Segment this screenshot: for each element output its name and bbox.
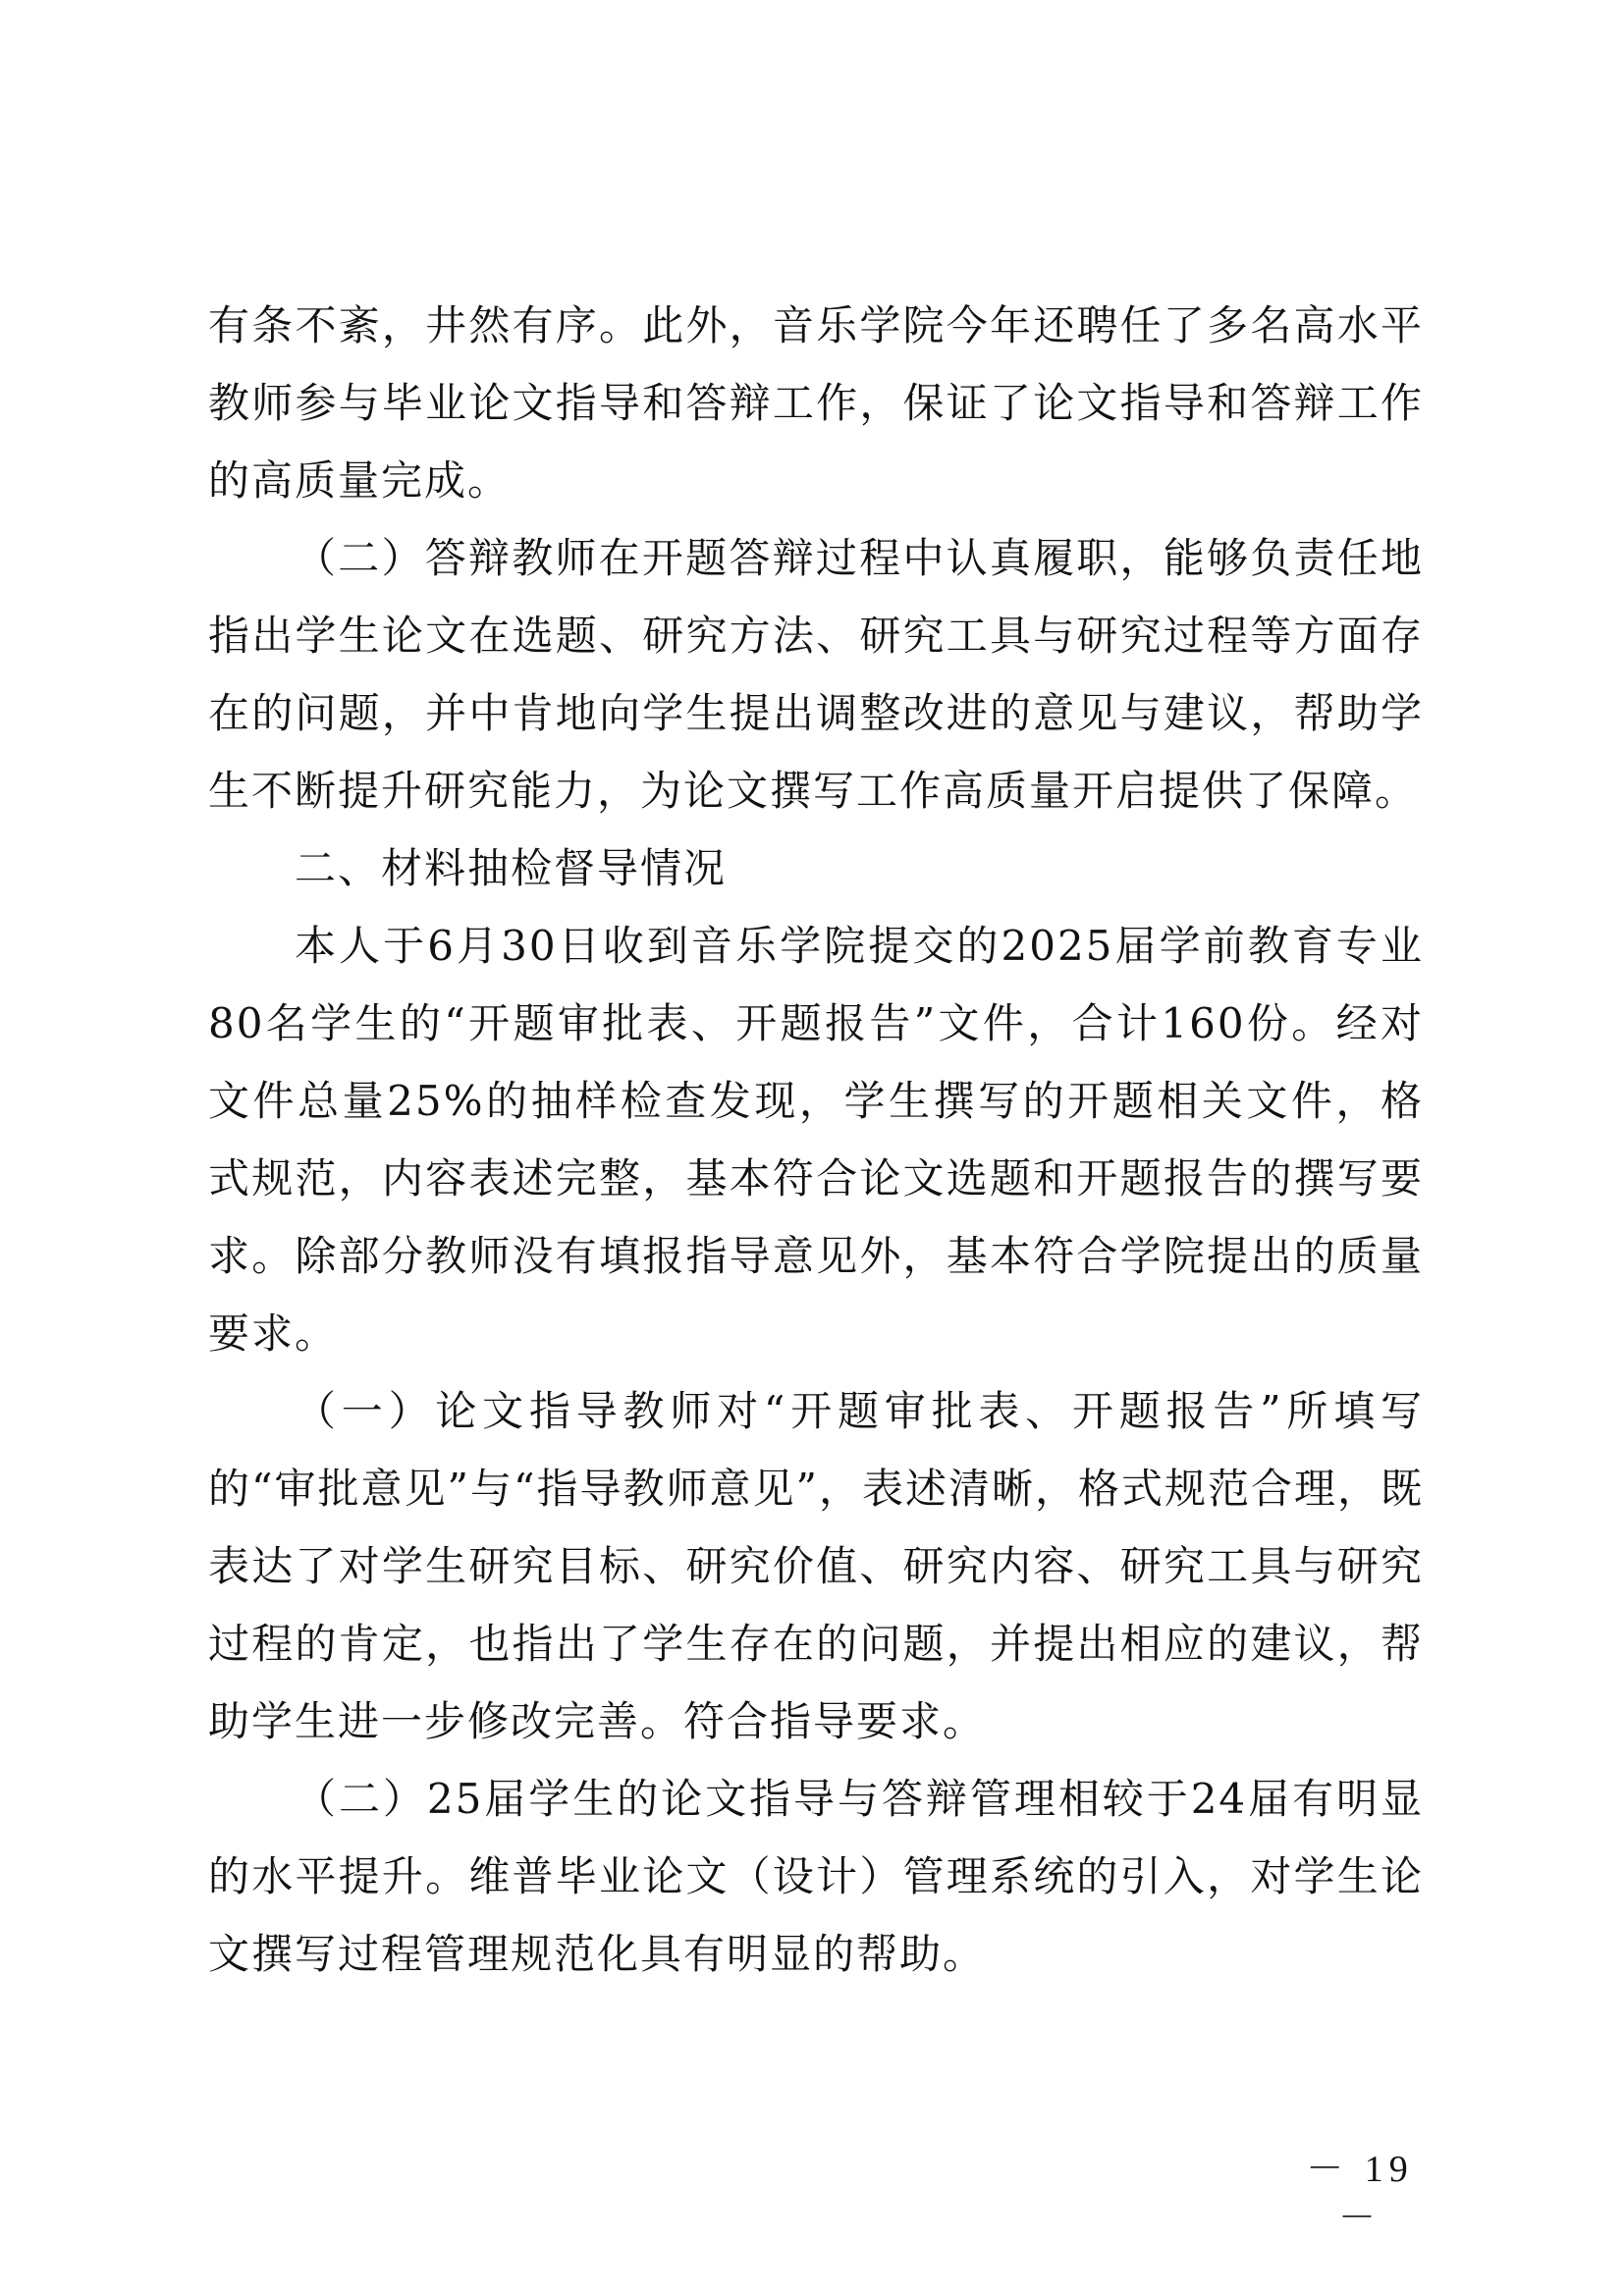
section-heading-material-inspection: 二、材料抽检督导情况 (295, 844, 728, 892)
paragraph-management-improvement: （二）25届学生的论文指导与答辩管理相较于24届有明显的水平提升。维普毕业论文（设计）管理系统的引入，对学生论文撰写过程管理规范化具有明显的帮助。 (208, 1775, 1424, 1978)
document-body (208, 287, 1424, 1993)
paragraph-defense-teachers: （二）答辩教师在开题答辩过程中认真履职，能够负责任地指出学生论文在选题、研究方法、研究工具与研究过程等方面存在的问题，并中肯地向学生提出调整改进的意见与建议，帮助学生不断提升研究能力，为论文撰写工作高质量开启提供了保障。 (208, 534, 1424, 815)
paragraph-continuation: 有条不紊，井然有序。此外，音乐学院今年还聘任了多名高水平教师参与毕业论文指导和答辩工作，保证了论文指导和答辩工作的高质量完成。 (208, 301, 1424, 505)
paragraph-advisor-opinions: （一）论文指导教师对“开题审批表、开题报告”所填写的“审批意见”与“指导教师意见”，表述清晰，格式规范合理，既表达了对学生研究目标、研究价值、研究内容、研究工具与研究过程的肯定，也指出了学生存在的问题，并提出相应的建议，帮助学生进一步修改完善。符合指导要求。 (208, 1387, 1424, 1745)
paragraph-inspection-summary: 本人于6月30日收到音乐学院提交的2025届学前教育专业80名学生的“开题审批表、开题报告”文件，合计160份。经对文件总量25%的抽样检查发现，学生撰写的开题相关文件，格式规范，内容表述完整，基本符合论文选题和开题报告的撰写要求。除部分教师没有填报指导意见外，基本符合学院提出的质量要求。 (208, 922, 1424, 1358)
page-number: － 19 － (1306, 2149, 1414, 2239)
